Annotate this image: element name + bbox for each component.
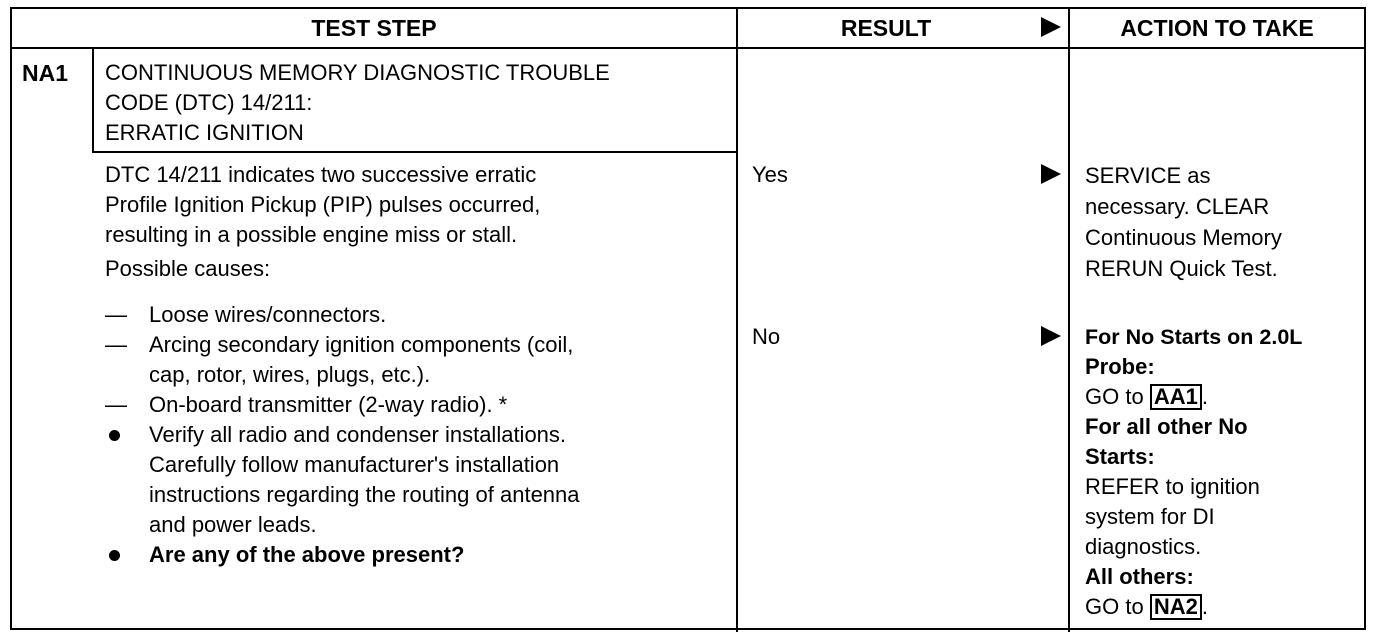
step-id: NA1 (22, 60, 69, 86)
result-no-arrow-icon (1041, 326, 1061, 346)
description-line: resulting in a possible engine miss or stall. (105, 222, 518, 247)
title-bottom-border (92, 151, 736, 153)
action-yes (1085, 160, 1361, 284)
step-ref-na2-link[interactable]: NA2 (1150, 594, 1202, 620)
period: . (1201, 384, 1208, 409)
causes-list (105, 300, 730, 570)
header-result: RESULT (840, 15, 932, 41)
action-line: diagnostics. (1085, 534, 1202, 559)
action-heading: For all other No (1085, 414, 1248, 439)
period: . (1201, 594, 1208, 619)
result-yes-arrow-icon (1041, 164, 1061, 184)
cause-item (105, 300, 730, 330)
step-title (105, 58, 730, 148)
cause-text: — Arcing secondary ignition components (coil, (149, 332, 574, 357)
action-no (1085, 322, 1364, 622)
action-heading: Probe: (1085, 354, 1155, 379)
header-test-step: TEST STEP (311, 15, 437, 41)
action-line: Continuous Memory (1085, 225, 1282, 250)
cause-text: — Loose wires/connectors. (149, 302, 387, 327)
step-title-line: ERRATIC IGNITION (105, 120, 304, 145)
left-border (10, 7, 12, 630)
bullet-item-question (105, 540, 730, 570)
bullet-item (105, 420, 730, 540)
description-line: Profile Ignition Pickup (PIP) pulses occurred, (105, 192, 541, 217)
header-action: ACTION TO TAKE (1120, 15, 1314, 41)
action-line: system for DI (1085, 504, 1215, 529)
go-to-aa1 (1085, 382, 1364, 412)
right-border (1364, 7, 1366, 630)
result-column-border (736, 7, 738, 632)
table-bottom-border (10, 628, 1366, 630)
action-heading: All others: (1085, 564, 1194, 589)
bullet-text: Are any of the above present? (149, 542, 465, 567)
cause-item (105, 390, 730, 420)
result-yes: Yes (752, 162, 788, 187)
step-title-line: CONTINUOUS MEMORY DIAGNOSTIC TROUBLE (105, 60, 610, 85)
cause-text: cap, rotor, wires, plugs, etc.). (149, 362, 431, 387)
action-line: RERUN Quick Test. (1085, 256, 1278, 281)
action-line: necessary. CLEAR (1085, 194, 1270, 219)
bullet-text: Verify all radio and condenser installations. (149, 422, 567, 447)
action-heading: For No Starts on 2.0L (1085, 325, 1303, 349)
step-description (105, 160, 730, 284)
result-no: No (752, 324, 781, 349)
step-title-line: CODE (DTC) 14/211: (105, 90, 313, 115)
header-bottom-border (10, 47, 1366, 49)
header-arrow-icon (1041, 17, 1061, 37)
id-column-border (92, 47, 94, 153)
table-top-border (10, 7, 1366, 9)
action-heading: Starts: (1085, 444, 1155, 469)
causes-label: Possible causes: (105, 256, 271, 281)
bullet-text: Carefully follow manufacturer's installation (149, 452, 560, 477)
description-line: DTC 14/211 indicates two successive erratic (105, 162, 537, 187)
go-to-text: GO to (1085, 384, 1144, 409)
cause-item (105, 330, 730, 390)
go-to-text: GO to (1085, 594, 1144, 619)
action-column-border (1068, 7, 1070, 632)
go-to-na2 (1085, 592, 1364, 622)
action-line: REFER to ignition (1085, 474, 1260, 499)
step-ref-aa1-link[interactable]: AA1 (1150, 384, 1202, 410)
action-line: SERVICE as (1085, 163, 1211, 188)
bullet-text: instructions regarding the routing of antenna (149, 482, 580, 507)
bullet-text: and power leads. (149, 512, 317, 537)
cause-text: — On-board transmitter (2-way radio). * (149, 392, 508, 417)
